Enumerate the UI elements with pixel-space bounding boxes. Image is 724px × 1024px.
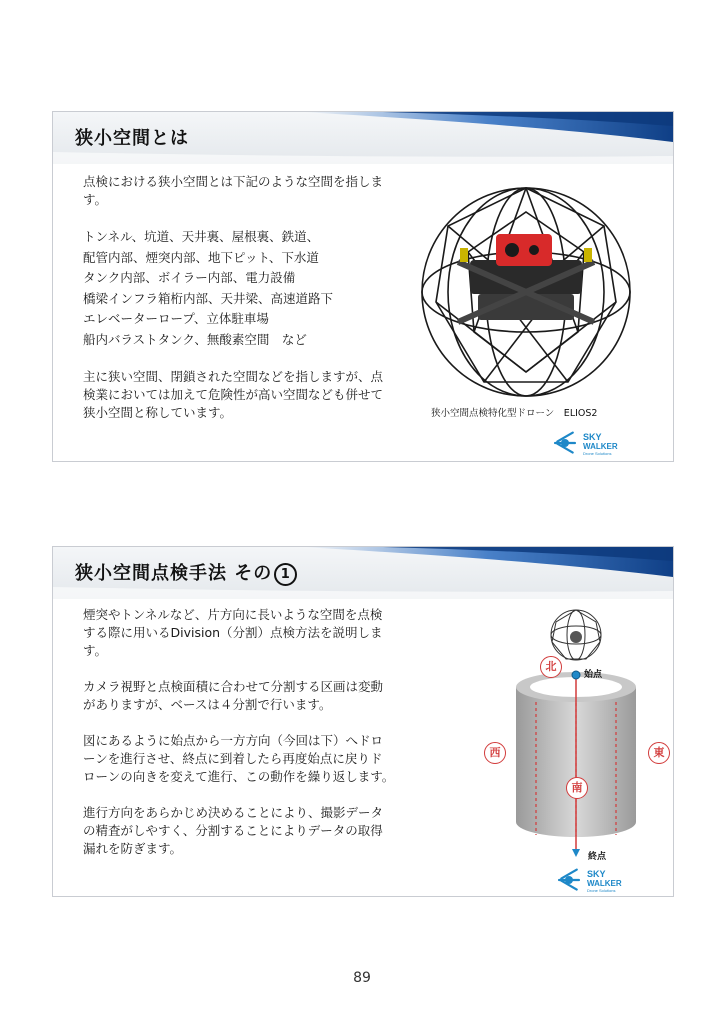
slide-inspection-method-1 — [52, 546, 674, 897]
logo-text: WALKER — [587, 879, 622, 888]
list-item: タンク内部、ボイラー内部、電力設備 — [83, 270, 296, 285]
block-line: カメラ視野と点検面積に合わせて分割する区画は変動 — [83, 679, 384, 694]
slide-body-text — [83, 173, 401, 422]
slide-title — [75, 559, 297, 586]
end-point-arrow — [572, 849, 580, 857]
closing-line: 狭小空間と称しています。 — [83, 405, 233, 420]
logo-text: SKY — [587, 869, 606, 879]
slide-narrow-space-definition — [52, 111, 674, 462]
west-label: 西 — [484, 742, 506, 764]
block-line: 図にあるように始点から一方方向（今回は下）へドロ — [83, 733, 384, 748]
start-point-marker — [572, 671, 580, 679]
block-line: 煙突やトンネルなど、片方向に長いような空間を点検 — [83, 607, 383, 622]
logo-tagline: Drone Solutions — [587, 888, 616, 893]
block-line: の精査がしやすく、分割することによりデータの取得 — [83, 823, 383, 838]
slide-title-text: 狭小空間点検手法 その — [75, 563, 273, 584]
skywalker-logo — [553, 430, 653, 456]
north-label: 北 — [540, 656, 562, 678]
block-line: 進行方向をあらかじめ決めることにより、撮影データ — [83, 805, 384, 820]
intro-line: す。 — [83, 192, 108, 207]
block-line: する際に用いるDivision（分割）点検方法を説明しま — [83, 625, 383, 640]
block-line: ローンの向きを変えて進行、この動作を繰り返します。 — [83, 769, 395, 784]
slide-body-text — [83, 606, 401, 858]
start-label: 始点 — [584, 670, 603, 680]
division-inspection-diagram — [428, 607, 668, 877]
logo-tagline: Drone Solutions — [583, 451, 612, 456]
slide-header-banner — [53, 547, 673, 599]
list-item: エレベーターロープ、立体駐車場 — [83, 311, 269, 326]
closing-line: 主に狭い空間、閉鎖された空間などを指しますが、点 — [83, 369, 384, 384]
logo-text: SKY — [583, 432, 602, 442]
end-label: 終点 — [588, 852, 607, 862]
drone-caption: 狭小空間点検特化型ドローン ELIOS2 — [431, 408, 598, 419]
slide-header-banner — [53, 112, 673, 164]
drone-cage-image — [408, 182, 644, 402]
intro-line: 点検における狭小空間とは下記のような空間を指しま — [83, 174, 384, 189]
east-label: 東 — [648, 742, 670, 764]
logo-text: WALKER — [583, 442, 618, 451]
list-item: トンネル、坑道、天井裏、屋根裏、鉄道、 — [83, 229, 320, 244]
block-line: がありますが、ベースは４分割で行います。 — [83, 697, 332, 712]
skywalker-logo — [557, 867, 657, 893]
slide-number-circle: 1 — [274, 563, 297, 586]
slide-title: 狭小空間とは — [75, 128, 189, 149]
space-list — [83, 227, 401, 350]
block-line: ーンを進行させ、終点に到着したら再度始点に戻りド — [83, 751, 383, 766]
closing-line: 検業においては加えて危険性が高い空間なども併せて — [83, 387, 384, 402]
south-label: 南 — [566, 777, 588, 799]
list-item: 橋梁インフラ箱桁内部、天井梁、高速道路下 — [83, 290, 334, 306]
list-item: 配管内部、煙突内部、地下ピット、下水道 — [83, 249, 319, 265]
block-line: 漏れを防ぎます。 — [83, 841, 183, 856]
block-line: す。 — [83, 643, 108, 658]
list-item: 船内バラストタンク、無酸素空間 など — [83, 331, 307, 347]
page-number: 89 — [353, 970, 371, 986]
